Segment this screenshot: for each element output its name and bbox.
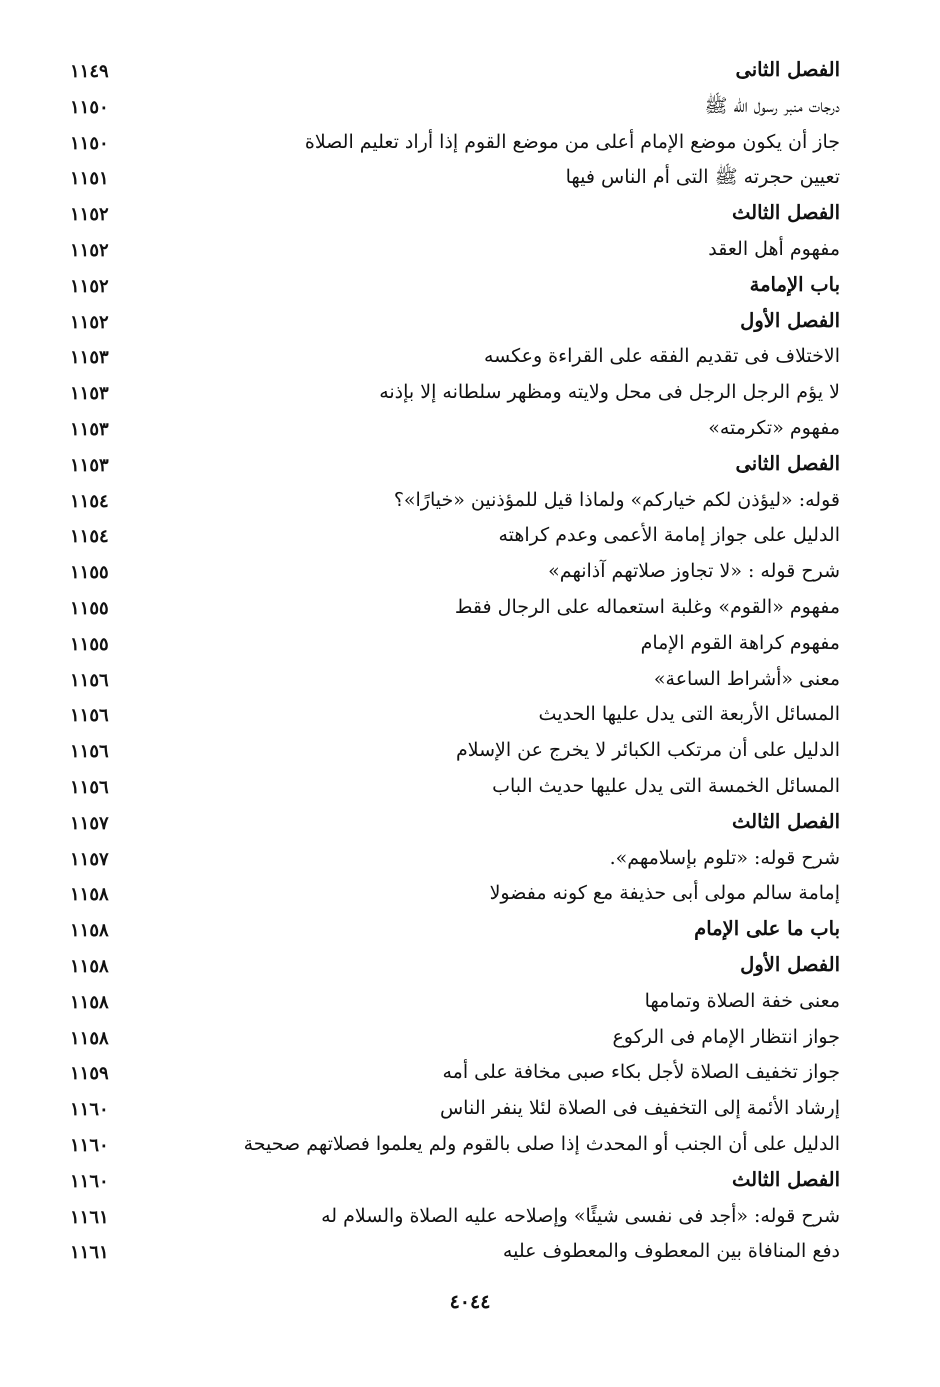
toc-entry-page: ١١٥٦ [70, 705, 109, 727]
toc-entry-page: ١١٥٤ [70, 526, 109, 548]
toc-entry-page: ١١٦١ [70, 1206, 109, 1228]
toc-entry-title: جواز انتظار الإمام فى الركوع [612, 1025, 840, 1048]
toc-entry-title: الفصل الأول [740, 308, 840, 332]
toc-entry-title: مفهوم «القوم» وغلبة استعماله على الرجال فقط [454, 595, 840, 618]
toc-entry-page: ١١٦١ [70, 1242, 109, 1264]
toc-entry-page: ١١٥٣ [70, 347, 109, 369]
toc-entry-page: ١١٥٢ [70, 311, 109, 333]
toc-entry-title: لا يؤم الرجل الرجل فى محل ولايته ومظهر سلطانه إلا بإذنه [379, 381, 840, 404]
toc-entry [70, 482, 840, 518]
toc-entry-title: شرح قوله: «تلوم بإسلامهم». [609, 846, 840, 869]
toc-entry-title: إمامة سالم مولى أبى حذيفة مع كونه مفضولا [489, 882, 840, 905]
toc-entry-title: باب ما على الإمام [694, 917, 840, 941]
toc-entry-page: ١١٥٠ [70, 132, 109, 154]
toc-entry [70, 1198, 840, 1234]
toc-entry [70, 1233, 840, 1269]
toc-entry [70, 661, 840, 697]
toc-entry-page: ١١٥٦ [70, 776, 109, 798]
toc-entry-page: ١١٥٣ [70, 418, 109, 440]
toc-entry-title: تعيين حجرته ﷺ التى أم الناس فيها [565, 166, 840, 189]
toc-section-heading [70, 303, 840, 339]
toc-entry-title: الفصل الثالث [732, 1167, 840, 1191]
toc-entry-page: ١١٥٣ [70, 383, 109, 405]
toc-entry-page: ١١٥٤ [70, 490, 109, 512]
toc-entry-page: ١١٥٥ [70, 597, 109, 619]
toc-entry-page: ١١٥٣ [70, 454, 109, 476]
toc-entry [70, 732, 840, 768]
toc-entry [70, 410, 840, 446]
toc-entry [70, 124, 840, 160]
toc-section-heading [70, 804, 840, 840]
toc-entry-page: ١١٥٩ [70, 1063, 109, 1085]
toc-entry-page: ١١٥٧ [70, 848, 109, 870]
toc-entry-page: ١١٥٨ [70, 1027, 109, 1049]
toc-entry [70, 338, 840, 374]
toc-entry-title: مفهوم كراهة القوم الإمام [640, 631, 840, 654]
toc-entry [70, 517, 840, 553]
toc-entry-page: ١١٥٦ [70, 741, 109, 763]
toc-entry-title: درجات منبر رسول الله ﷺ [704, 94, 840, 117]
toc-entry-title: الدليل على أن مرتكب الكبائر لا يخرج عن الإسلام [456, 739, 840, 762]
toc-entry-title: جواز تخفيف الصلاة لأجل بكاء صبى مخافة على أمه [442, 1061, 840, 1084]
toc-section-heading [70, 947, 840, 983]
toc-entry-title: مفهوم «تكرمته» [708, 416, 840, 439]
toc-entry-page: ١١٥٧ [70, 812, 109, 834]
toc-entry-title: الفصل الأول [740, 952, 840, 976]
toc-entry-page: ١١٥٨ [70, 884, 109, 906]
toc-entry-title: الدليل على جواز إمامة الأعمى وعدم كراهته [498, 524, 840, 547]
toc-section-heading [70, 911, 840, 947]
toc-entry [70, 696, 840, 732]
toc-entry-page: ١١٥٥ [70, 562, 109, 584]
toc-entry [70, 983, 840, 1019]
toc-entry-page: ١١٥٢ [70, 239, 109, 261]
toc-entry-page: ١١٥٨ [70, 955, 109, 977]
page-number: ٤٠٤٤ [449, 1291, 491, 1313]
toc-section-heading [70, 52, 840, 88]
toc-entry-title: الفصل الثانى [735, 58, 840, 81]
toc-entry [70, 875, 840, 911]
toc-entry-title: باب الإمامة [749, 272, 840, 296]
toc-entry-page: ١١٤٩ [70, 61, 109, 82]
toc-entry [70, 1054, 840, 1090]
toc-entry-title: معنى «أشراط الساعة» [653, 667, 840, 690]
toc-entry-page: ١١٦٠ [70, 1170, 109, 1192]
toc-entry-page: ١١٥٦ [70, 669, 109, 691]
toc-entry-title: المسائل الخمسة التى يدل عليها حديث الباب [492, 774, 840, 797]
toc-entry-page: ١١٦٠ [70, 1099, 109, 1121]
toc-entry [70, 231, 840, 267]
toc-entry-title: المسائل الأربعة التى يدل عليها الحديث [538, 703, 840, 726]
toc-entry-title: جاز أن يكون موضع الإمام أعلى من موضع القوم إذا أراد تعليم الصلاة [304, 130, 840, 153]
toc-entry [70, 1126, 840, 1162]
toc-entry-page: ١١٥٢ [70, 204, 109, 226]
toc-entry [70, 553, 840, 589]
toc-entry-page: ١١٥٢ [70, 275, 109, 297]
toc-entry-title: قوله: «ليؤذن لكم خياركم» ولماذا قيل للمؤذنين «خيارًا»؟ [393, 488, 840, 511]
toc-entry [70, 374, 840, 410]
toc-section-heading [70, 267, 840, 303]
toc-section-heading [70, 446, 840, 482]
toc-entry-page: ١١٥١ [70, 168, 109, 190]
toc-entry [70, 159, 840, 195]
toc-entry-title: الدليل على أن الجنب أو المحدث إذا صلى بالقوم ولم يعلموا فصلاتهم صحيحة [243, 1132, 840, 1155]
toc-entry-title: الفصل الثالث [732, 201, 840, 225]
toc-entry [70, 768, 840, 804]
table-of-contents [70, 52, 840, 1269]
toc-entry-title: دفع المنافاة بين المعطوف والمعطوف عليه [502, 1240, 840, 1263]
toc-entry-title: الاختلاف فى تقديم الفقه على القراءة وعكسه [484, 345, 840, 368]
toc-entry-page: ١١٥٠ [70, 96, 109, 118]
toc-entry [70, 1019, 840, 1055]
toc-entry [70, 840, 840, 876]
toc-section-heading [70, 1162, 840, 1198]
toc-entry-page: ١١٥٨ [70, 920, 109, 942]
toc-entry-title: شرح قوله : «لا تجاوز صلاتهم آذانهم» [548, 560, 840, 583]
toc-entry [70, 1090, 840, 1126]
toc-entry-title: شرح قوله: «أجد فى نفسى شيئًا» وإصلاحه عليه الصلاة والسلام له [321, 1204, 840, 1227]
toc-entry-title: إرشاد الأئمة إلى التخفيف فى الصلاة لئلا ينفر الناس [439, 1097, 840, 1120]
toc-entry-page: ١١٥٨ [70, 991, 109, 1013]
toc-entry-page: ١١٦٠ [70, 1134, 109, 1156]
toc-entry [70, 589, 840, 625]
toc-entry-page: ١١٥٥ [70, 633, 109, 655]
toc-section-heading [70, 195, 840, 231]
toc-entry [70, 625, 840, 661]
toc-entry [70, 88, 840, 124]
toc-entry-title: معنى خفة الصلاة وتمامها [644, 989, 840, 1012]
toc-entry-title: الفصل الثانى [735, 451, 840, 475]
toc-entry-title: مفهوم أهل العقد [708, 237, 840, 260]
toc-entry-title: الفصل الثالث [732, 809, 840, 833]
